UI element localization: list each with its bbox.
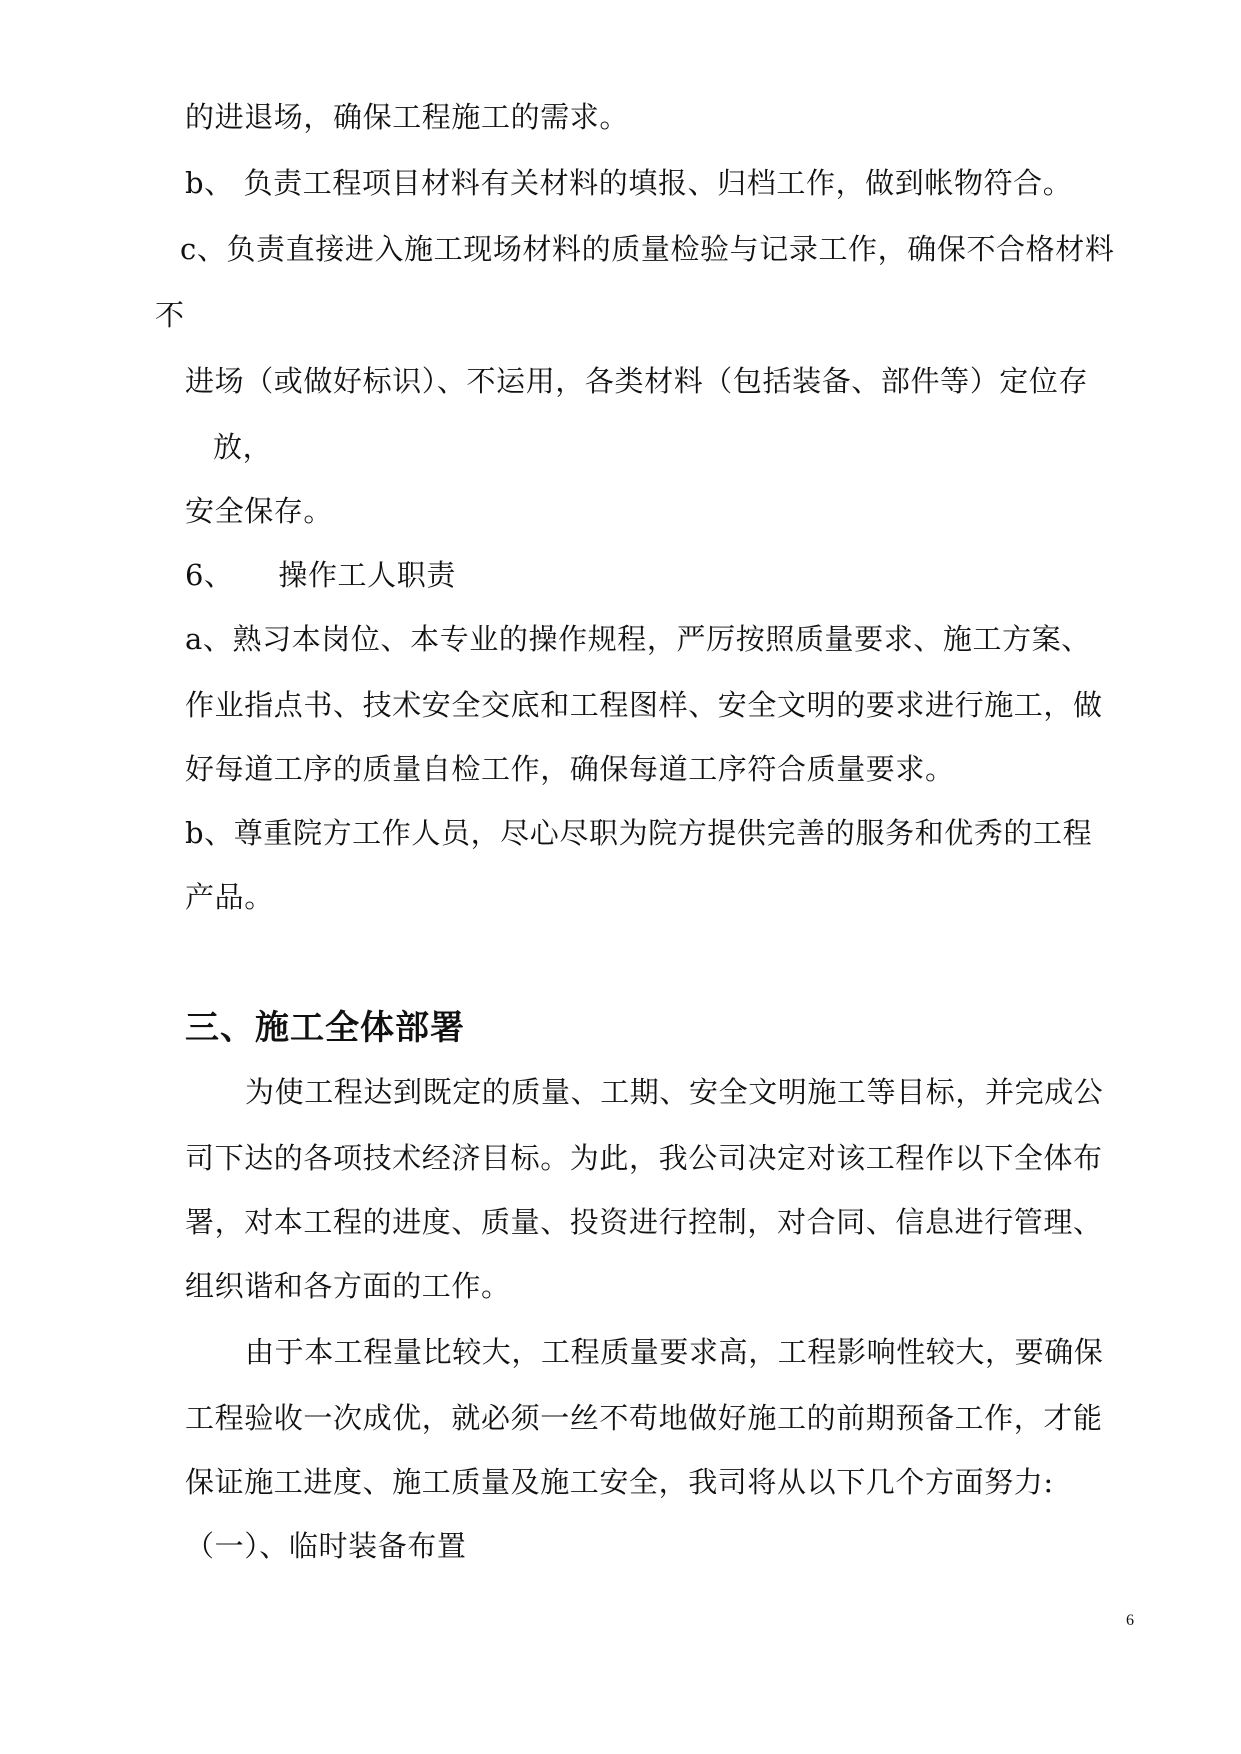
list-heading: 6、 操作工人职责 bbox=[185, 558, 456, 592]
paragraph-line: 工程验收一次成优，就必须一丝不苟地做好施工的前期预备工作，才能 bbox=[185, 1401, 1103, 1435]
text-line: 安全保存。 bbox=[185, 494, 334, 528]
paragraph-line: 保证施工进度、施工质量及施工安全，我司将从以下几个方面努力: bbox=[185, 1465, 1054, 1499]
text-line: b、 负责工程项目材料有关材料的填报、归档工作，做到帐物符合。 bbox=[185, 166, 1073, 200]
text-line: c、负责直接进入施工现场材料的质量检验与记录工作，确保不合格材料 bbox=[180, 232, 1115, 266]
text-line: 进场（或做好标识）、不运用，各类材料（包括装备、部件等）定位存 bbox=[185, 364, 1089, 398]
text-line: 好每道工序的质量自检工作，确保每道工序符合质量要求。 bbox=[185, 752, 955, 786]
paragraph-line: 司下达的各项技术经济目标。为此，我公司决定对该工程作以下全体布 bbox=[185, 1141, 1103, 1175]
paragraph-line: 署，对本工程的进度、质量、投资进行控制，对合同、信息进行管理、 bbox=[185, 1205, 1103, 1239]
section-heading: 三、施工全体部署 bbox=[185, 1008, 465, 1048]
text-line: 不 bbox=[155, 298, 185, 332]
paragraph-line: 为使工程达到既定的质量、工期、安全文明施工等目标，并完成公 bbox=[245, 1075, 1104, 1109]
text-line: 放， bbox=[213, 430, 273, 464]
paragraph-line: 组织谐和各方面的工作。 bbox=[185, 1269, 511, 1303]
text-line: 的进退场，确保工程施工的需求。 bbox=[185, 100, 630, 134]
page-number: 6 bbox=[1126, 1612, 1134, 1629]
subsection-heading: （一）、临时装备布置 bbox=[185, 1529, 467, 1563]
text-line: b、尊重院方工作人员，尽心尽职为院方提供完善的服务和优秀的工程 bbox=[185, 816, 1093, 850]
text-line: 作业指点书、技术安全交底和工程图样、安全文明的要求进行施工，做 bbox=[185, 688, 1103, 722]
text-line: a、熟习本岗位、本专业的操作规程，严厉按照质量要求、施工方案、 bbox=[185, 622, 1091, 656]
text-line: 产品。 bbox=[185, 880, 274, 914]
paragraph-line: 由于本工程量比较大，工程质量要求高，工程影响性较大，要确保 bbox=[245, 1335, 1104, 1369]
